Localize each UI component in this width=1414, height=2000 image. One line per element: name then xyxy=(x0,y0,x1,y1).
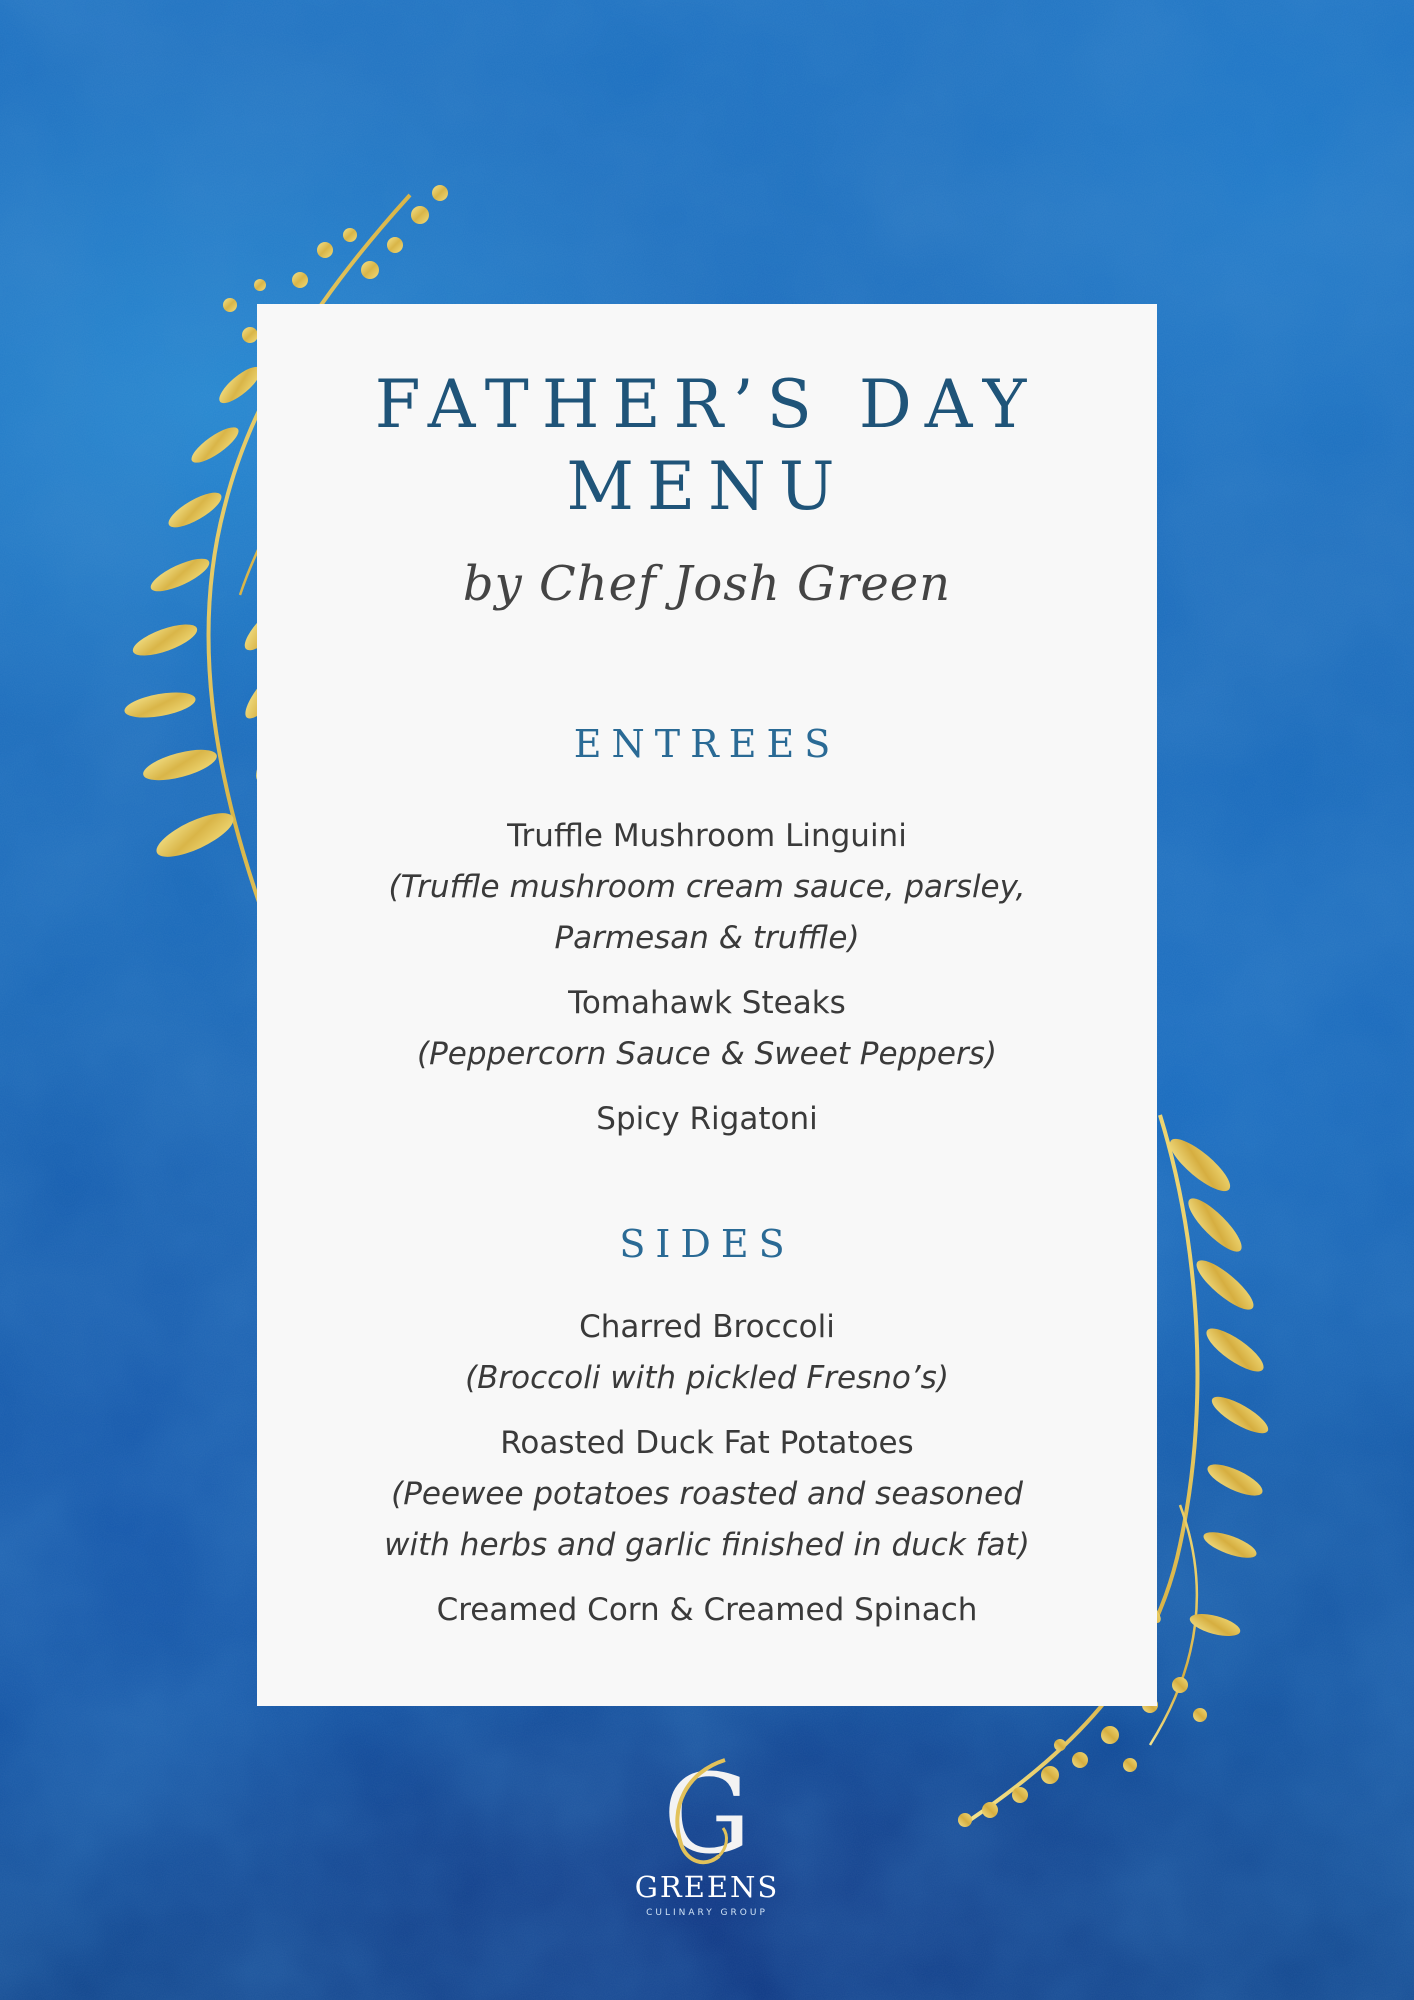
menu-item-name: Truffle Mushroom Linguini xyxy=(507,818,907,854)
menu-item xyxy=(257,978,1157,1080)
menu-item-name: Creamed Corn & Creamed Spinach xyxy=(436,1592,978,1628)
menu-item-description: (Peewee potatoes roasted and seasoned xyxy=(391,1476,1023,1512)
menu-item-description: (Broccoli with pickled Fresno’s) xyxy=(465,1360,949,1396)
sides-heading: SIDES xyxy=(619,1222,795,1266)
menu-item xyxy=(257,1418,1157,1571)
menu-item xyxy=(257,1585,1157,1636)
menu-item xyxy=(257,1094,1157,1145)
greens-g-monogram-icon xyxy=(607,1752,807,1870)
menu-item-description: Parmesan & truffle) xyxy=(554,920,860,956)
svg-text:G: G xyxy=(663,1752,751,1870)
chef-byline: by Chef Josh Green xyxy=(462,556,952,612)
menu-item-name: Tomahawk Steaks xyxy=(568,985,846,1021)
menu-item-description: (Truffle mushroom cream sauce, parsley, xyxy=(388,869,1026,905)
menu-item-description: (Peppercorn Sauce & Sweet Peppers) xyxy=(417,1036,997,1072)
menu-item xyxy=(257,811,1157,964)
logo-subtitle: CULINARY GROUP xyxy=(646,1908,768,1918)
menu-item xyxy=(257,1302,1157,1404)
entrees-list xyxy=(257,811,1157,1159)
menu-title-line1: FATHER’S DAY xyxy=(374,366,1040,443)
menu-item-name: Spicy Rigatoni xyxy=(596,1101,818,1137)
menu-item-description: with herbs and garlic finished in duck fat) xyxy=(384,1527,1030,1563)
menu-card xyxy=(257,304,1157,1706)
entrees-heading: ENTREES xyxy=(573,722,841,766)
sides-list xyxy=(257,1302,1157,1650)
greens-logo xyxy=(607,1752,807,1922)
menu-item-name: Roasted Duck Fat Potatoes xyxy=(500,1425,914,1461)
logo-wordmark: GREENS xyxy=(634,1870,780,1904)
menu-item-name: Charred Broccoli xyxy=(579,1309,835,1345)
menu-title-line2: MENU xyxy=(566,448,848,525)
menu-title xyxy=(257,364,1157,528)
